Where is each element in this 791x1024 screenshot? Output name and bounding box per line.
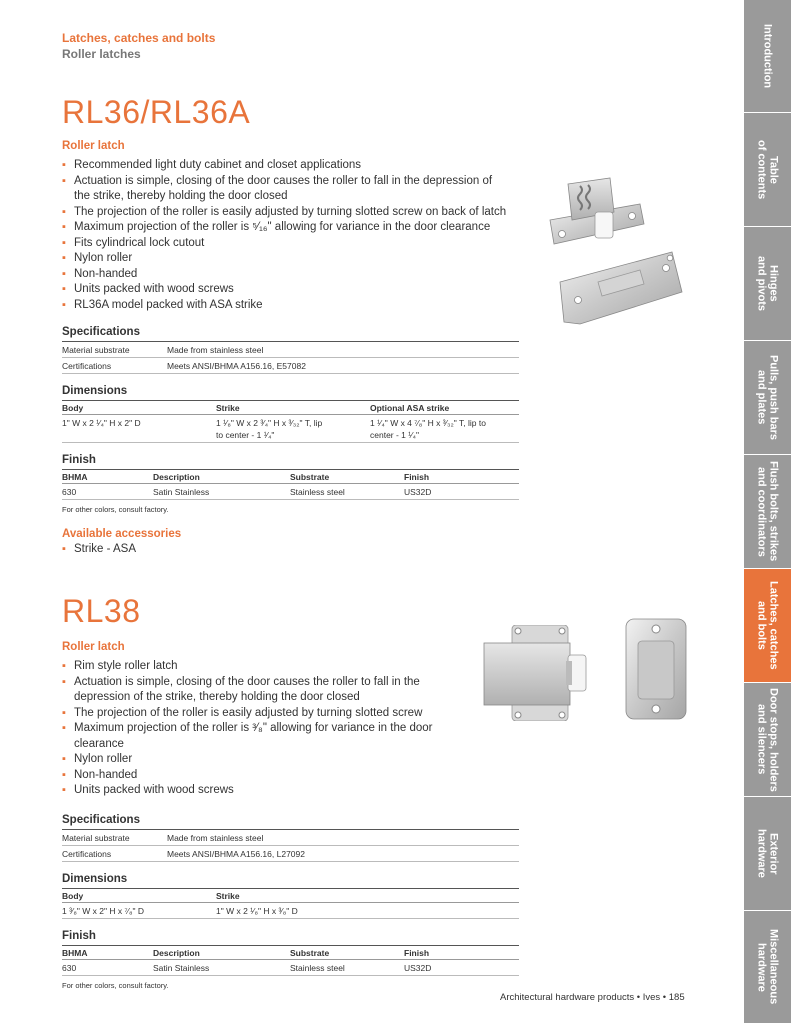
tab-label: Miscellaneous hardware [755,929,780,1005]
table-row [62,358,519,374]
dimensions-heading: Dimensions [62,872,519,889]
product-rl36 [62,94,519,558]
feature-item: ▪ Maximum projection of the roller is ⁵⁄₁₆" allowing for variance in the door clearance [62,220,519,236]
tab-label: Latches, catches and bolts [755,581,780,670]
table-cell: Made from stainless steel [167,830,519,846]
feature-item: ▪ Fits cylindrical lock cutout [62,236,519,252]
breadcrumb-category: Latches, catches and bolts [62,31,216,45]
section-tabs [744,0,791,1024]
accessories-heading: Available accessories [62,528,182,540]
table-cell: Satin Stainless [153,484,290,500]
table-header-row [62,889,519,903]
table-cell: 1 ³⁄₈" W x 2" H x ⁷⁄₈" D [62,902,216,918]
dimensions-heading: Dimensions [62,384,519,401]
column-header: Optional ASA strike [370,401,519,415]
tab-miscellaneous-hardware[interactable] [744,911,791,1024]
column-header: Finish [404,946,519,960]
finish-note: For other colors, consult factory. [62,980,169,990]
table-cell: Material substrate [62,830,167,846]
specifications-heading: Specifications [62,813,519,830]
feature-item: ▪ Non-handed [62,768,519,784]
tab-label: Pulls, push bars and plates [755,355,780,440]
tab-table-of-contents[interactable] [744,113,791,227]
specifications-table [62,830,519,862]
accessory-item: ▪ Strike - ASA [62,542,519,558]
tab-label: Introduction [761,23,774,89]
tab-latches-catches-bolts[interactable] [744,569,791,683]
feature-item: ▪ Rim style roller latch [62,659,519,675]
feature-item: ▪ Nylon roller [62,752,519,768]
feature-item: ▪ The projection of the roller is easily adjusted by turning slotted screw [62,706,519,722]
column-header: Body [62,401,216,415]
table-row [62,342,519,358]
tab-door-stops[interactable] [744,683,791,797]
feature-item: ▪ Units packed with wood screws [62,282,519,298]
column-header: Body [62,889,216,903]
feature-item: ▪ The projection of the roller is easily adjusted by turning slotted screw on back of latch [62,205,519,221]
specifications-heading: Specifications [62,325,519,342]
tab-label: Table of contents [755,139,780,200]
feature-item: ▪ Non-handed [62,267,519,283]
table-row [62,415,519,443]
tab-hinges-and-pivots[interactable] [744,227,791,341]
feature-item: ▪ Maximum projection of the roller is ³⁄₈" allowing for variance in the door clearance [62,721,442,752]
table-cell: US32D [404,484,519,500]
table-header-row [62,401,519,415]
rl38-strike-image [624,617,688,721]
tab-label: Flush bolts, strikes and coordinators [755,461,780,562]
dimensions-table [62,401,519,443]
table-row [62,845,519,861]
table-row [62,830,519,846]
table-header-row [62,946,519,960]
column-header: BHMA [62,470,153,484]
feature-item: ▪ Actuation is simple, closing of the door causes the roller to fall in the depression of the strike, thereby holding the door closed [62,675,422,706]
table-cell: Made from stainless steel [167,342,519,358]
tab-label: Hinges and pivots [755,255,780,311]
product-title: RL38 [62,593,141,629]
product-subtitle: Roller latch [62,641,125,653]
table-cell: Stainless steel [290,959,404,975]
feature-item: ▪ Recommended light duty cabinet and closet applications [62,158,519,174]
table-cell: Meets ANSI/BHMA A156.16, E57082 [167,358,519,374]
table-cell: US32D [404,959,519,975]
column-header: Description [153,470,290,484]
table-row [62,484,519,500]
table-header-row [62,470,519,484]
dimensions-table [62,889,519,919]
feature-item: ▪ Actuation is simple, closing of the door causes the roller to fall in the depression of the strike, thereby holding the door closed [62,174,502,205]
rl38-latch-image [482,625,594,721]
product-rl38 [62,593,519,990]
table-cell: Meets ANSI/BHMA A156.16, L27092 [167,845,519,861]
feature-item: ▪ RL36A model packed with ASA strike [62,298,519,314]
tab-label: Exterior hardware [755,829,780,878]
table-cell: 1 ¹⁄₄" W x 4 ⁷⁄₈" H x ³⁄₃₂" T, lip to center - 1 ¹⁄₄" [370,415,519,443]
column-header: Description [153,946,290,960]
table-cell: Certifications [62,845,167,861]
column-header: Substrate [290,470,404,484]
column-header: Strike [216,889,519,903]
table-cell: 630 [62,484,153,500]
table-cell: 630 [62,959,153,975]
finish-table [62,946,519,976]
finish-table [62,470,519,500]
accessories-list [62,542,519,558]
table-cell: 1" W x 2 ¹⁄₈" H x ³⁄₈" D [216,902,519,918]
table-cell: 1" W x 2 ¹⁄₄" H x 2" D [62,415,216,443]
feature-list [62,659,519,799]
breadcrumb [62,30,215,62]
feature-item: ▪ Nylon roller [62,251,519,267]
feature-item: ▪ Units packed with wood screws [62,783,519,799]
tab-exterior-hardware[interactable] [744,797,791,911]
table-cell: 1 ¹⁄₈" W x 2 ³⁄₄" H x ³⁄₃₂" T, lip to center - 1 ¹⁄₄" [216,415,370,443]
rl36-product-image [540,172,690,342]
finish-note: For other colors, consult factory. [62,505,169,514]
table-cell: Stainless steel [290,484,404,500]
finish-heading: Finish [62,453,519,470]
column-header: Strike [216,401,370,415]
table-row [62,902,519,918]
table-cell: Material substrate [62,342,167,358]
table-cell: Satin Stainless [153,959,290,975]
breadcrumb-subcategory: Roller latches [62,47,141,61]
page-footer: Architectural hardware products • Ives • 185 [500,992,685,1003]
column-header: Finish [404,470,519,484]
tab-introduction[interactable] [744,0,791,113]
tab-flush-bolts[interactable] [744,455,791,569]
finish-heading: Finish [62,929,519,946]
specifications-table [62,342,519,374]
table-row [62,959,519,975]
column-header: BHMA [62,946,153,960]
tab-pulls-push-bars[interactable] [744,341,791,455]
product-subtitle: Roller latch [62,140,125,152]
feature-list [62,158,519,313]
table-cell: Certifications [62,358,167,374]
column-header: Substrate [290,946,404,960]
product-title: RL36/RL36A [62,94,251,130]
tab-label: Door stops, holders and silencers [755,687,780,792]
